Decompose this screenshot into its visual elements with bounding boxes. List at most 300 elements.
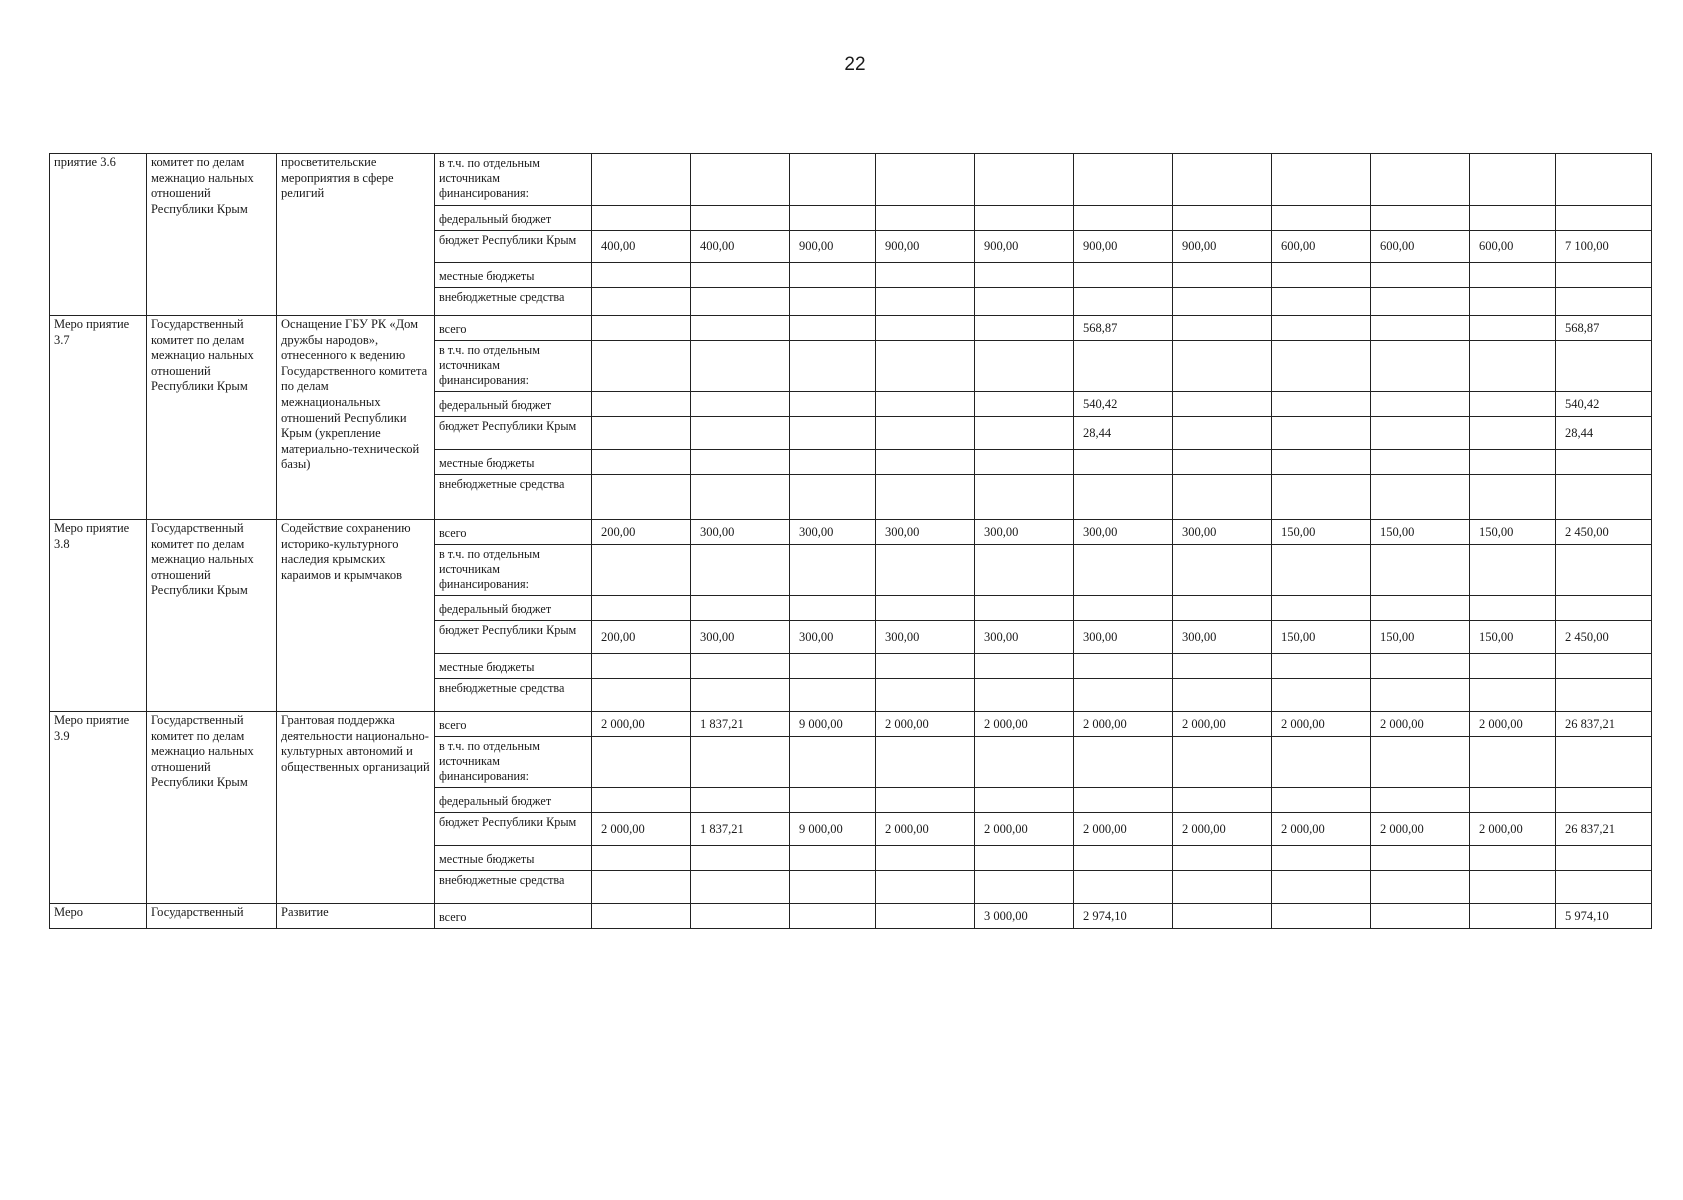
funding-source-cell: в т.ч. по отдельным источникам финансирования: bbox=[435, 545, 592, 596]
total-value-cell bbox=[1556, 545, 1652, 596]
year-value-cell bbox=[975, 392, 1074, 417]
year-value-cell: 3 000,00 bbox=[975, 904, 1074, 929]
funding-source-cell: внебюджетные средства bbox=[435, 871, 592, 904]
year-value-cell bbox=[1074, 596, 1173, 621]
year-value-cell: 2 000,00 bbox=[1074, 813, 1173, 846]
year-value-cell bbox=[1272, 788, 1371, 813]
year-value-cell bbox=[592, 871, 691, 904]
year-value-cell bbox=[876, 871, 975, 904]
funding-source-cell: местные бюджеты bbox=[435, 846, 592, 871]
year-value-cell: 9 000,00 bbox=[790, 712, 876, 737]
year-value-cell bbox=[1074, 206, 1173, 231]
funding-source-cell: всего bbox=[435, 712, 592, 737]
year-value-cell bbox=[1470, 904, 1556, 929]
year-value-cell bbox=[1272, 263, 1371, 288]
year-value-cell bbox=[1272, 288, 1371, 316]
year-value-cell: 400,00 bbox=[592, 231, 691, 263]
event-cell: Меро bbox=[50, 904, 147, 929]
year-value-cell bbox=[1173, 545, 1272, 596]
table-row bbox=[50, 520, 1652, 545]
year-value-cell bbox=[790, 206, 876, 231]
year-value-cell bbox=[1272, 737, 1371, 788]
funding-source-cell: федеральный бюджет bbox=[435, 788, 592, 813]
table-row bbox=[50, 316, 1652, 341]
funding-source-cell: в т.ч. по отдельным источникам финансирования: bbox=[435, 341, 592, 392]
year-value-cell bbox=[1371, 788, 1470, 813]
year-value-cell bbox=[790, 263, 876, 288]
year-value-cell: 600,00 bbox=[1470, 231, 1556, 263]
year-value-cell bbox=[1173, 788, 1272, 813]
year-value-cell bbox=[975, 417, 1074, 450]
year-value-cell: 28,44 bbox=[1074, 417, 1173, 450]
year-value-cell bbox=[691, 392, 790, 417]
total-value-cell bbox=[1556, 288, 1652, 316]
year-value-cell bbox=[592, 788, 691, 813]
year-value-cell bbox=[1470, 846, 1556, 871]
year-value-cell bbox=[1272, 417, 1371, 450]
year-value-cell bbox=[1371, 904, 1470, 929]
year-value-cell: 1 837,21 bbox=[691, 813, 790, 846]
table-row bbox=[50, 712, 1652, 737]
table-row bbox=[50, 154, 1652, 206]
total-value-cell bbox=[1556, 846, 1652, 871]
year-value-cell bbox=[1272, 475, 1371, 520]
event-cell: Меро приятие 3.8 bbox=[50, 520, 147, 712]
year-value-cell bbox=[876, 288, 975, 316]
total-value-cell: 540,42 bbox=[1556, 392, 1652, 417]
year-value-cell bbox=[1173, 737, 1272, 788]
year-value-cell bbox=[592, 846, 691, 871]
year-value-cell: 540,42 bbox=[1074, 392, 1173, 417]
year-value-cell bbox=[876, 206, 975, 231]
year-value-cell bbox=[1371, 475, 1470, 520]
event-cell: Меро приятие 3.7 bbox=[50, 316, 147, 520]
year-value-cell bbox=[1173, 871, 1272, 904]
year-value-cell bbox=[790, 475, 876, 520]
year-value-cell bbox=[790, 679, 876, 712]
year-value-cell bbox=[1074, 679, 1173, 712]
year-value-cell bbox=[1074, 450, 1173, 475]
funding-source-cell: бюджет Республики Крым bbox=[435, 231, 592, 263]
year-value-cell bbox=[975, 596, 1074, 621]
year-value-cell bbox=[790, 450, 876, 475]
year-value-cell bbox=[1074, 475, 1173, 520]
funding-source-cell: федеральный бюджет bbox=[435, 392, 592, 417]
year-value-cell: 300,00 bbox=[1074, 520, 1173, 545]
year-value-cell bbox=[1470, 871, 1556, 904]
year-value-cell bbox=[876, 316, 975, 341]
year-value-cell bbox=[1371, 288, 1470, 316]
year-value-cell bbox=[592, 206, 691, 231]
year-value-cell bbox=[691, 679, 790, 712]
year-value-cell: 2 000,00 bbox=[1173, 813, 1272, 846]
year-value-cell bbox=[691, 341, 790, 392]
year-value-cell bbox=[592, 154, 691, 206]
year-value-cell bbox=[1272, 316, 1371, 341]
year-value-cell: 900,00 bbox=[876, 231, 975, 263]
year-value-cell bbox=[1371, 450, 1470, 475]
total-value-cell bbox=[1556, 679, 1652, 712]
year-value-cell bbox=[1272, 846, 1371, 871]
total-value-cell: 5 974,10 bbox=[1556, 904, 1652, 929]
year-value-cell bbox=[1371, 596, 1470, 621]
year-value-cell: 300,00 bbox=[1074, 621, 1173, 654]
year-value-cell bbox=[876, 475, 975, 520]
year-value-cell bbox=[975, 154, 1074, 206]
year-value-cell bbox=[592, 341, 691, 392]
year-value-cell bbox=[691, 475, 790, 520]
year-value-cell bbox=[876, 904, 975, 929]
page-number: 22 bbox=[844, 54, 866, 75]
year-value-cell: 300,00 bbox=[1173, 520, 1272, 545]
year-value-cell bbox=[1173, 450, 1272, 475]
year-value-cell: 2 000,00 bbox=[1371, 813, 1470, 846]
year-value-cell bbox=[1470, 392, 1556, 417]
funding-source-cell: внебюджетные средства bbox=[435, 475, 592, 520]
year-value-cell bbox=[1173, 846, 1272, 871]
year-value-cell bbox=[790, 316, 876, 341]
year-value-cell bbox=[1470, 545, 1556, 596]
year-value-cell bbox=[592, 475, 691, 520]
total-value-cell: 26 837,21 bbox=[1556, 813, 1652, 846]
year-value-cell bbox=[1470, 737, 1556, 788]
year-value-cell bbox=[975, 846, 1074, 871]
year-value-cell bbox=[1371, 154, 1470, 206]
total-value-cell: 2 450,00 bbox=[1556, 520, 1652, 545]
year-value-cell bbox=[790, 154, 876, 206]
year-value-cell bbox=[876, 154, 975, 206]
total-value-cell bbox=[1556, 154, 1652, 206]
year-value-cell bbox=[1173, 288, 1272, 316]
year-value-cell bbox=[1371, 737, 1470, 788]
year-value-cell: 2 000,00 bbox=[1470, 712, 1556, 737]
year-value-cell bbox=[876, 846, 975, 871]
year-value-cell bbox=[1074, 846, 1173, 871]
year-value-cell bbox=[1470, 679, 1556, 712]
year-value-cell bbox=[975, 206, 1074, 231]
year-value-cell bbox=[975, 871, 1074, 904]
year-value-cell bbox=[691, 417, 790, 450]
year-value-cell bbox=[592, 737, 691, 788]
year-value-cell: 300,00 bbox=[691, 621, 790, 654]
year-value-cell: 300,00 bbox=[1173, 621, 1272, 654]
year-value-cell: 1 837,21 bbox=[691, 712, 790, 737]
year-value-cell: 150,00 bbox=[1371, 520, 1470, 545]
total-value-cell bbox=[1556, 206, 1652, 231]
year-value-cell bbox=[592, 450, 691, 475]
total-value-cell bbox=[1556, 788, 1652, 813]
year-value-cell bbox=[975, 341, 1074, 392]
year-value-cell bbox=[1272, 392, 1371, 417]
year-value-cell bbox=[1173, 475, 1272, 520]
year-value-cell bbox=[691, 154, 790, 206]
total-value-cell bbox=[1556, 654, 1652, 679]
year-value-cell bbox=[1371, 392, 1470, 417]
funding-source-cell: местные бюджеты bbox=[435, 450, 592, 475]
total-value-cell bbox=[1556, 596, 1652, 621]
total-value-cell: 26 837,21 bbox=[1556, 712, 1652, 737]
funding-source-cell: бюджет Республики Крым bbox=[435, 621, 592, 654]
year-value-cell bbox=[1470, 654, 1556, 679]
year-value-cell bbox=[975, 450, 1074, 475]
year-value-cell bbox=[691, 263, 790, 288]
year-value-cell bbox=[1371, 417, 1470, 450]
year-value-cell bbox=[876, 788, 975, 813]
year-value-cell bbox=[691, 545, 790, 596]
year-value-cell bbox=[691, 846, 790, 871]
year-value-cell: 568,87 bbox=[1074, 316, 1173, 341]
funding-source-cell: в т.ч. по отдельным источникам финансирования: bbox=[435, 154, 592, 206]
year-value-cell bbox=[1371, 341, 1470, 392]
year-value-cell bbox=[876, 679, 975, 712]
year-value-cell: 300,00 bbox=[691, 520, 790, 545]
year-value-cell: 300,00 bbox=[790, 621, 876, 654]
year-value-cell bbox=[1173, 417, 1272, 450]
year-value-cell bbox=[1173, 341, 1272, 392]
year-value-cell: 2 000,00 bbox=[1470, 813, 1556, 846]
year-value-cell bbox=[1173, 679, 1272, 712]
year-value-cell bbox=[691, 871, 790, 904]
year-value-cell bbox=[790, 417, 876, 450]
year-value-cell: 2 000,00 bbox=[876, 712, 975, 737]
year-value-cell bbox=[592, 316, 691, 341]
description-cell: Оснащение ГБУ РК «Дом дружбы народов», отнесенного к ведению Государственного комитета по делам межнациональных отношений Республики Крым (укрепление материально-технической базы) bbox=[277, 316, 435, 520]
funding-source-cell: местные бюджеты bbox=[435, 654, 592, 679]
year-value-cell bbox=[592, 654, 691, 679]
funding-source-cell: всего bbox=[435, 904, 592, 929]
funding-source-cell: в т.ч. по отдельным источникам финансирования: bbox=[435, 737, 592, 788]
year-value-cell bbox=[1470, 206, 1556, 231]
year-value-cell: 200,00 bbox=[592, 520, 691, 545]
year-value-cell: 2 000,00 bbox=[1074, 712, 1173, 737]
year-value-cell bbox=[790, 341, 876, 392]
year-value-cell: 2 000,00 bbox=[592, 813, 691, 846]
year-value-cell bbox=[1173, 206, 1272, 231]
year-value-cell bbox=[1074, 654, 1173, 679]
year-value-cell bbox=[876, 450, 975, 475]
year-value-cell: 2 000,00 bbox=[1272, 712, 1371, 737]
year-value-cell: 2 000,00 bbox=[975, 712, 1074, 737]
total-value-cell: 2 450,00 bbox=[1556, 621, 1652, 654]
total-value-cell bbox=[1556, 737, 1652, 788]
year-value-cell bbox=[1470, 263, 1556, 288]
year-value-cell bbox=[1173, 263, 1272, 288]
year-value-cell: 200,00 bbox=[592, 621, 691, 654]
year-value-cell bbox=[1470, 450, 1556, 475]
year-value-cell: 300,00 bbox=[790, 520, 876, 545]
year-value-cell bbox=[691, 788, 790, 813]
year-value-cell bbox=[975, 545, 1074, 596]
year-value-cell bbox=[691, 904, 790, 929]
funding-source-cell: федеральный бюджет bbox=[435, 206, 592, 231]
funding-source-cell: бюджет Республики Крым bbox=[435, 813, 592, 846]
year-value-cell bbox=[790, 788, 876, 813]
executor-cell: Государственный комитет по делам межнацио нальных отношений Республики Крым bbox=[147, 712, 277, 904]
year-value-cell bbox=[1371, 316, 1470, 341]
year-value-cell bbox=[592, 545, 691, 596]
year-value-cell bbox=[691, 596, 790, 621]
year-value-cell bbox=[1470, 596, 1556, 621]
funding-source-cell: бюджет Республики Крым bbox=[435, 417, 592, 450]
event-cell: Меро приятие 3.9 bbox=[50, 712, 147, 904]
year-value-cell: 900,00 bbox=[975, 231, 1074, 263]
total-value-cell bbox=[1556, 871, 1652, 904]
year-value-cell bbox=[1272, 904, 1371, 929]
description-cell: Содействие сохранению историко-культурного наследия крымских караимов и крымчаков bbox=[277, 520, 435, 712]
year-value-cell: 2 000,00 bbox=[1173, 712, 1272, 737]
year-value-cell bbox=[790, 871, 876, 904]
year-value-cell bbox=[876, 654, 975, 679]
year-value-cell bbox=[1371, 679, 1470, 712]
year-value-cell bbox=[1371, 871, 1470, 904]
year-value-cell bbox=[691, 206, 790, 231]
year-value-cell bbox=[790, 288, 876, 316]
executor-cell: Государственный комитет по делам межнацио нальных отношений Республики Крым bbox=[147, 520, 277, 712]
year-value-cell bbox=[1272, 341, 1371, 392]
year-value-cell bbox=[975, 788, 1074, 813]
description-cell: Грантовая поддержка деятельности национально-культурных автономий и общественных организаций bbox=[277, 712, 435, 904]
funding-source-cell: внебюджетные средства bbox=[435, 679, 592, 712]
year-value-cell bbox=[691, 288, 790, 316]
year-value-cell: 300,00 bbox=[876, 520, 975, 545]
year-value-cell bbox=[1074, 788, 1173, 813]
year-value-cell bbox=[1074, 341, 1173, 392]
year-value-cell: 2 000,00 bbox=[1371, 712, 1470, 737]
total-value-cell: 28,44 bbox=[1556, 417, 1652, 450]
year-value-cell bbox=[1173, 316, 1272, 341]
year-value-cell bbox=[1074, 871, 1173, 904]
year-value-cell bbox=[975, 475, 1074, 520]
executor-cell: комитет по делам межнацио нальных отношений Республики Крым bbox=[147, 154, 277, 316]
year-value-cell bbox=[1272, 871, 1371, 904]
year-value-cell bbox=[691, 450, 790, 475]
year-value-cell: 2 000,00 bbox=[1272, 813, 1371, 846]
year-value-cell bbox=[975, 263, 1074, 288]
year-value-cell: 2 000,00 bbox=[592, 712, 691, 737]
total-value-cell bbox=[1556, 475, 1652, 520]
year-value-cell bbox=[691, 737, 790, 788]
year-value-cell bbox=[975, 654, 1074, 679]
total-value-cell: 7 100,00 bbox=[1556, 231, 1652, 263]
year-value-cell: 400,00 bbox=[691, 231, 790, 263]
year-value-cell bbox=[1470, 288, 1556, 316]
year-value-cell bbox=[876, 737, 975, 788]
year-value-cell: 9 000,00 bbox=[790, 813, 876, 846]
year-value-cell bbox=[975, 737, 1074, 788]
year-value-cell bbox=[592, 417, 691, 450]
year-value-cell: 900,00 bbox=[1074, 231, 1173, 263]
funding-source-cell: федеральный бюджет bbox=[435, 596, 592, 621]
year-value-cell bbox=[592, 288, 691, 316]
year-value-cell bbox=[790, 737, 876, 788]
year-value-cell: 150,00 bbox=[1272, 621, 1371, 654]
year-value-cell: 2 000,00 bbox=[975, 813, 1074, 846]
year-value-cell: 300,00 bbox=[876, 621, 975, 654]
year-value-cell: 150,00 bbox=[1371, 621, 1470, 654]
year-value-cell bbox=[1074, 545, 1173, 596]
year-value-cell bbox=[1272, 679, 1371, 712]
year-value-cell bbox=[876, 341, 975, 392]
year-value-cell bbox=[876, 417, 975, 450]
year-value-cell: 600,00 bbox=[1272, 231, 1371, 263]
year-value-cell bbox=[790, 846, 876, 871]
year-value-cell bbox=[1371, 263, 1470, 288]
year-value-cell bbox=[876, 263, 975, 288]
year-value-cell: 150,00 bbox=[1470, 621, 1556, 654]
year-value-cell bbox=[1272, 654, 1371, 679]
year-value-cell: 900,00 bbox=[1173, 231, 1272, 263]
year-value-cell bbox=[1470, 154, 1556, 206]
table-row bbox=[50, 904, 1652, 929]
year-value-cell bbox=[975, 679, 1074, 712]
year-value-cell bbox=[691, 654, 790, 679]
year-value-cell: 150,00 bbox=[1272, 520, 1371, 545]
funding-source-cell: местные бюджеты bbox=[435, 263, 592, 288]
year-value-cell bbox=[790, 654, 876, 679]
funding-source-cell: внебюджетные средства bbox=[435, 288, 592, 316]
year-value-cell bbox=[1173, 392, 1272, 417]
year-value-cell bbox=[1470, 788, 1556, 813]
year-value-cell bbox=[592, 392, 691, 417]
year-value-cell: 2 974,10 bbox=[1074, 904, 1173, 929]
year-value-cell bbox=[1173, 904, 1272, 929]
year-value-cell: 900,00 bbox=[790, 231, 876, 263]
year-value-cell bbox=[1173, 596, 1272, 621]
year-value-cell bbox=[691, 316, 790, 341]
year-value-cell bbox=[1470, 475, 1556, 520]
year-value-cell bbox=[1371, 846, 1470, 871]
year-value-cell bbox=[1371, 654, 1470, 679]
year-value-cell bbox=[1173, 654, 1272, 679]
year-value-cell bbox=[592, 596, 691, 621]
year-value-cell: 2 000,00 bbox=[876, 813, 975, 846]
description-cell: Развитие bbox=[277, 904, 435, 929]
year-value-cell bbox=[1470, 341, 1556, 392]
year-value-cell bbox=[790, 904, 876, 929]
year-value-cell bbox=[592, 904, 691, 929]
description-cell: просветительские мероприятия в сфере религий bbox=[277, 154, 435, 316]
total-value-cell: 568,87 bbox=[1556, 316, 1652, 341]
year-value-cell bbox=[1470, 417, 1556, 450]
year-value-cell: 300,00 bbox=[975, 621, 1074, 654]
year-value-cell bbox=[1272, 206, 1371, 231]
year-value-cell bbox=[592, 679, 691, 712]
funding-source-cell: всего bbox=[435, 520, 592, 545]
year-value-cell bbox=[1173, 154, 1272, 206]
year-value-cell bbox=[1074, 263, 1173, 288]
year-value-cell bbox=[790, 545, 876, 596]
year-value-cell: 600,00 bbox=[1371, 231, 1470, 263]
year-value-cell bbox=[975, 288, 1074, 316]
total-value-cell bbox=[1556, 263, 1652, 288]
executor-cell: Государственный комитет по делам межнацио нальных отношений Республики Крым bbox=[147, 316, 277, 520]
year-value-cell bbox=[1074, 154, 1173, 206]
year-value-cell bbox=[1470, 316, 1556, 341]
year-value-cell bbox=[1074, 288, 1173, 316]
year-value-cell bbox=[975, 316, 1074, 341]
total-value-cell bbox=[1556, 341, 1652, 392]
year-value-cell: 300,00 bbox=[975, 520, 1074, 545]
event-cell: приятие 3.6 bbox=[50, 154, 147, 316]
year-value-cell bbox=[876, 545, 975, 596]
executor-cell: Государственный bbox=[147, 904, 277, 929]
year-value-cell bbox=[1074, 737, 1173, 788]
year-value-cell bbox=[790, 596, 876, 621]
budget-table bbox=[49, 153, 1652, 929]
funding-source-cell: всего bbox=[435, 316, 592, 341]
year-value-cell bbox=[592, 263, 691, 288]
year-value-cell bbox=[876, 596, 975, 621]
